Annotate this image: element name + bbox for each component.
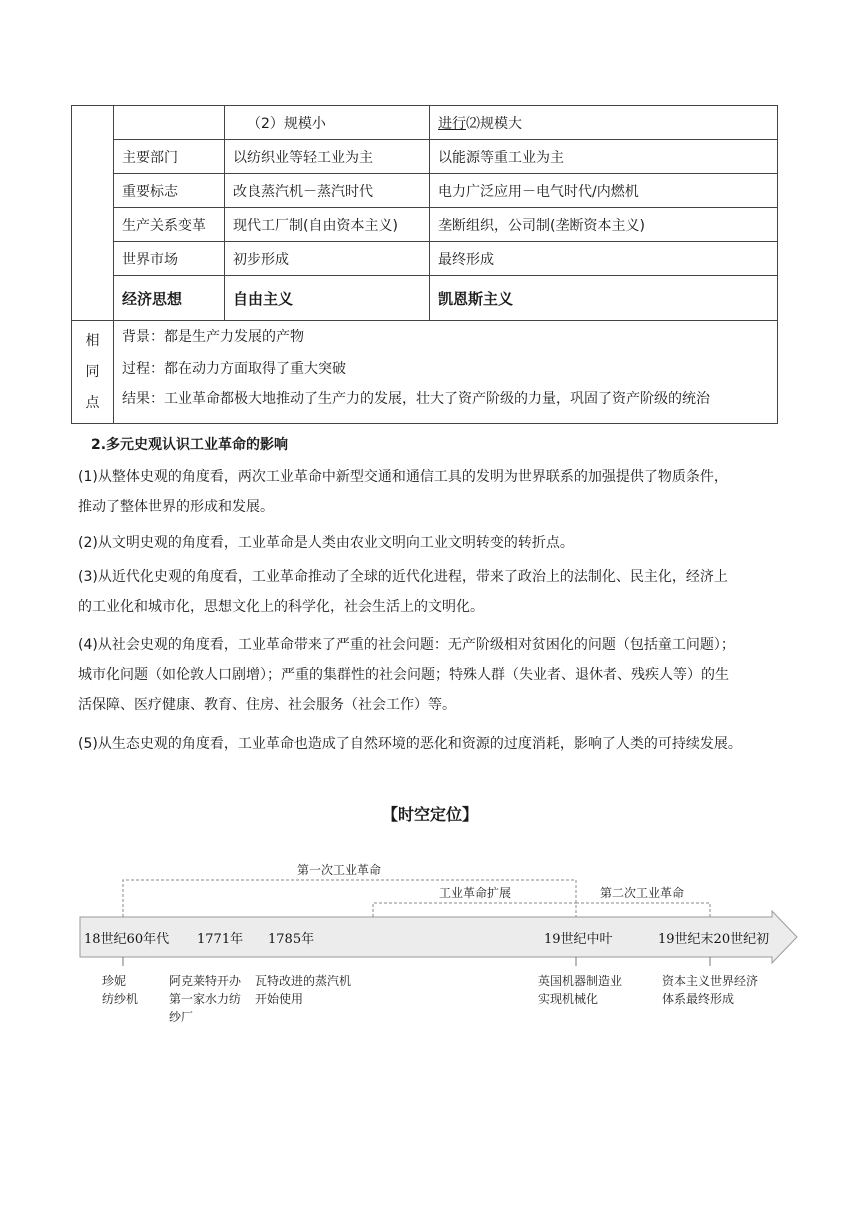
date-label: 19世纪中叶 [544, 932, 613, 947]
first-revolution-cell: 改良蒸汽机－蒸汽时代 [225, 174, 430, 208]
second-revolution-cell: 最终形成 [430, 242, 778, 276]
cell-text: ⑵规模大 [466, 115, 522, 132]
event-line: 珍妮 [102, 974, 127, 988]
paragraph-line: 城市化问题（如伦敦人口剧增）；严重的集群性的社会问题；特殊人群（失业者、退休者、残疾人等）的生 [78, 667, 729, 683]
first-revolution-cell: 以纺织业等轻工业为主 [225, 140, 430, 174]
event-line: 资本主义世界经济 [662, 974, 759, 988]
paragraph-line: (3)从近代化史观的角度看，工业革命推动了全球的近代化进程，带来了政治上的法制化、民主化，经济上 [78, 569, 728, 585]
event-line: 阿克莱特开办 [169, 974, 242, 988]
section-title: 2.多元史观认识工业革命的影响 [91, 437, 289, 453]
timeline-heading: 【时空定位】 [381, 805, 478, 824]
paragraph-line: 的工业化和城市化，思想文化上的科学化，社会生活上的文明化。 [78, 599, 484, 615]
second-revolution-cell: 凯恩斯主义 [430, 276, 778, 321]
event-line: 体系最终形成 [662, 992, 735, 1006]
paragraph-line: (1)从整体史观的角度看，两次工业革命中新型交通和通信工具的发明为世界联系的加强提供了物质条件， [78, 469, 728, 485]
event-line: 实现机械化 [538, 992, 599, 1006]
paragraph-line: (4)从社会史观的角度看，工业革命带来了严重的社会问题：无产阶级相对贫困化的问题（包括童工问题）； [78, 637, 735, 653]
row-label: 世界市场 [114, 242, 225, 276]
second-revolution-bracket [576, 903, 710, 917]
similarities-label-text: 相同点 [85, 332, 100, 411]
second-revolution-cell: 垄断组织，公司制(垄断资本主义) [430, 208, 778, 242]
event-line: 英国机器制造业 [538, 974, 623, 988]
row-label: 生产关系变革 [114, 208, 225, 242]
row-label: 重要标志 [114, 174, 225, 208]
second-revolution-cell: 电力广泛应用－电气时代/内燃机 [430, 174, 778, 208]
event-line: 开始使用 [255, 992, 304, 1006]
event-line: 纺纱机 [102, 992, 139, 1006]
similarity-result: 结果：工业革命都极大地推动了生产力的发展，壮大了资产阶级的力量，巩固了资产阶级的统治 [122, 391, 710, 407]
date-label: 1785年 [268, 932, 315, 947]
row-label: 主要部门 [114, 140, 225, 174]
first-revolution-label: 第一次工业革命 [296, 863, 382, 877]
first-revolution-cell: 初步形成 [225, 242, 430, 276]
date-label: 19世纪末20世纪初 [658, 932, 770, 947]
paragraph-line: 推动了整体世界的形成和发展。 [78, 499, 274, 515]
paragraph-line: (5)从生态史观的角度看，工业革命也造成了自然环境的恶化和资源的过度消耗，影响了人类的可持续发展。 [78, 736, 742, 752]
event-line: 纱厂 [169, 1010, 194, 1024]
event-line: 瓦特改进的蒸汽机 [255, 974, 352, 988]
row-label: 经济思想 [114, 276, 225, 321]
paragraph-line: 活保障、医疗健康、教育、住房、社会服务（社会工作）等。 [78, 697, 456, 713]
similarity-process: 过程：都在动力方面取得了重大突破 [122, 361, 346, 377]
date-label: 1771年 [197, 932, 244, 947]
first-revolution-cell: 自由主义 [225, 276, 430, 321]
date-label: 18世纪60年代 [84, 932, 170, 947]
event-line: 第一家水力纺 [169, 992, 242, 1006]
second-revolution-label: 第二次工业革命 [599, 886, 685, 900]
similarity-background: 背景：都是生产力发展的产物 [122, 329, 304, 345]
first-revolution-cell: 现代工厂制(自由资本主义) [225, 208, 430, 242]
first-revolution-cell: （2）规模小 [225, 106, 430, 140]
expansion-bracket [373, 903, 576, 917]
second-revolution-cell: 以能源等重工业为主 [430, 140, 778, 174]
paragraph-line: (2)从文明史观的角度看，工业革命是人类由农业文明向工业文明转变的转折点。 [78, 535, 574, 551]
expansion-label: 工业革命扩展 [438, 886, 512, 900]
underlined-text: 进行 [438, 115, 466, 132]
